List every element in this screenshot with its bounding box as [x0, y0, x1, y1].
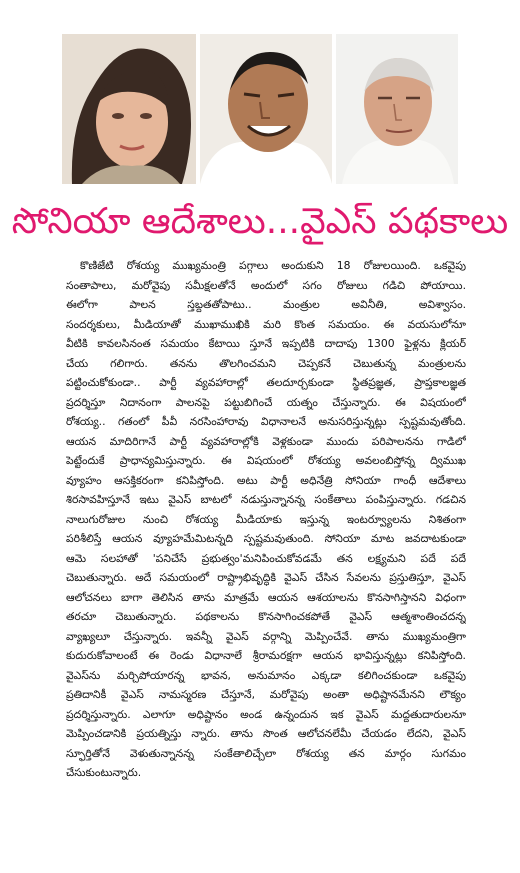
article-line: చేసుకుంటున్నారు. [66, 766, 142, 779]
article-line: ప్రతిదానికీ వైఎస్ నామస్మరణ చేస్తూనే, మరోవైపు అంతా అధిష్టానమేనని లౌక్యం [66, 688, 466, 701]
woman-portrait-image [62, 34, 196, 184]
article-line: పట్టించుకోకుండా.. పార్టీ వ్యవహారాల్లో తలదూర్చకుండా స్థితప్రజ్ఞత, ప్రాప్తకాలజ్ఞత [66, 376, 466, 389]
portrait-photo-elderly-man [336, 34, 458, 184]
article-line: వైఎస్‌ను మర్చిపోయారన్న భావన, అనుమానం ఎక్కడా కలిగించకుండా ఒకవైపు [66, 668, 466, 682]
article-line: పరిశీలిస్తే ఆయన వ్యూహమేమిటన్నది స్పష్టమవుతుంది. సోనియా మాట జవదాటకుండా [66, 532, 466, 545]
article-line: చేయ గలిగారు. తనను తొలగించమని చెప్పకనే చెబుతున్న మంత్రులను [66, 356, 466, 370]
article-body [66, 256, 466, 783]
article-line: ప్రదర్శిస్తున్నారు. ఎలాగూ అధిష్టానం అండ ఉన్నందున ఇక వైఎస్ మద్దతుదారులనూ [66, 707, 466, 721]
article-line: వ్యూహం ఆసక్తికరంగా కనిపిస్తోంది. అటు పార్టీ అధినేత్రి సోనియా గాంధీ ఆదేశాలు [66, 473, 466, 487]
article-line: చెబుతున్నారు. అదే సమయంలో రాష్ట్రాభివృద్ధికి వైఎస్ చేసిన సేవలను ప్రస్తుతిస్తూ, వైఎస్ [66, 571, 466, 584]
article-line: ప్రదర్శిస్తూ నిదానంగా పాలనపై పట్టుబిగించే యత్నం చేస్తున్నారు. ఈ విషయంలో [66, 395, 466, 409]
article-line: కొణిజేటి రోశయ్య ముఖ్యమంత్రి పగ్గాలు అందుకుని 18 రోజులయింది. ఒకవైపు [80, 259, 466, 272]
elderly-man-portrait-image [336, 34, 458, 184]
article-line: శిరసావహిస్తూనే ఇటు వైఎస్ బాటలో నడుస్తున్నానన్న సంకేతాలు పంపిస్తున్నారు. గడచిన [66, 493, 466, 506]
article-line: ఆయన మాదిరిగానే పార్టీ వ్యవహారాల్లోకి వెళ్లకుండా ముందు పరిపాలనను గాడిలో [66, 434, 466, 448]
article-line: సంతాపాలు, మరోవైపు సమీక్షలతోనే అందులో సగం రోజులు గడిచి పోయాయి. [66, 278, 466, 292]
article-line: నాలుగురోజుల నుంచి రోశయ్య మీడియాకు ఇస్తున్న ఇంటర్వ్యూలను నిశితంగా [66, 512, 466, 526]
article-line: స్ఫూర్తితోనే వెళుతున్నానన్న సంకేతాలిచ్చేలా రోశయ్య తన మార్గం సుగమం [66, 746, 466, 760]
article-line: సందర్శకులు, మీడియాతో ముఖాముఖికి మరి కొంత సమయం. ఈ వయసులోనూ [66, 317, 466, 331]
photo-strip [0, 0, 520, 192]
article-line: ఆలోచనలు బాగా తెలిసిన తాను మాత్రమే ఆయన ఆశయాలను కొనసాగిస్తానని విధంగా [66, 590, 466, 604]
article-line: మెప్పించడానికి ప్రయత్నిస్తు న్నారు. తాను సొంత ఆలోచనలేమీ చేయడం లేదని, వైఎస్ [66, 727, 466, 740]
article-line: వీటికి కావలసినంత సమయం కేటాయి స్తూనే ఇప్పటికి దాదాపు 1300 ఫైళ్లను క్లియర్ [66, 337, 466, 350]
portrait-photo-smiling-man [200, 34, 332, 184]
article-line: రోశయ్య.. గతంలో పీవీ నరసింహారావు విధానాలనే అనుసరిస్తున్నట్లు స్పష్టమవుతోంది. [66, 415, 466, 428]
smiling-man-portrait-image [200, 34, 332, 184]
headline: సోనియా ఆదేశాలు...వైఎస్ పథకాలు [11, 201, 509, 242]
article-line: ఈలోగా పాలన స్తబ్దతతోపాటు.. మంత్రుల అవినీతి, అవిశ్వాసం. [66, 298, 466, 311]
article-line: ఆమె సలహాతో 'పనిచేసే ప్రభుత్వం'మనిపించుకోవడమే తన లక్ష్యమని పదే పదే [66, 551, 466, 565]
portrait-photo-woman [62, 34, 196, 184]
article-line: కుదురుకోవాలంటే ఈ రెండు విధానాలే శ్రీరామరక్షగా ఆయన భావిస్తున్నట్లు కనిపిస్తోంది. [66, 649, 466, 662]
article-line: తరచూ చెబుతున్నారు. పథకాలను కొనసాగించకపోతే వైఎస్ ఆత్మశాంతించదన్న [66, 610, 466, 623]
article-line: వ్యాఖ్యలూ చేస్తున్నారు. ఇవన్నీ వైఎస్ వర్గాన్ని మెప్పించేవే. తాను ముఖ్యమంత్రిగా [66, 629, 466, 643]
article-line: పెట్టేందుకే ప్రాధాన్యమిస్తున్నారు. ఈ విషయంలో రోశయ్య అవలంబిస్తోన్న ద్విముఖ [66, 454, 466, 467]
